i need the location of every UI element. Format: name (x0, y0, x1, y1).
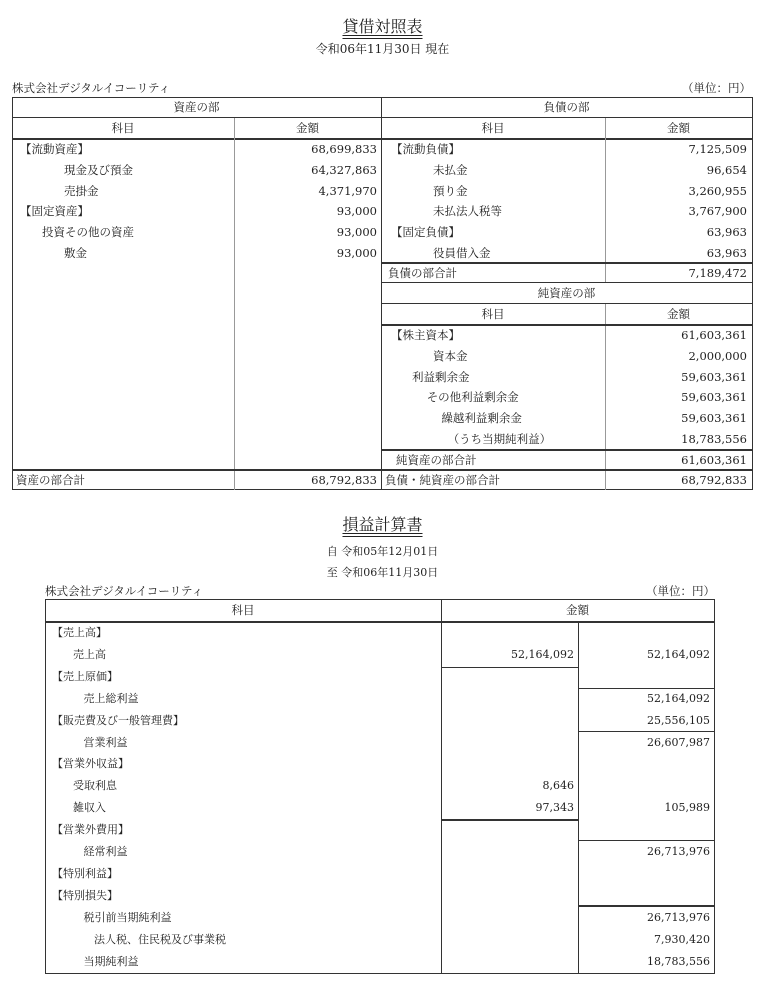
is-item-label: 【営業外費用】 (52, 823, 129, 837)
net-asset-item-amount: 18,783,556 (681, 432, 747, 446)
is-item-label: 営業利益 (83, 735, 128, 749)
is-item-amount-total: 7,930,420 (654, 932, 710, 946)
is-item-amount-detail: 52,164,092 (511, 647, 574, 661)
net-asset-item-amount: 2,000,000 (688, 348, 747, 363)
is-item-amount-detail (441, 842, 574, 862)
is-item-amount-detail (441, 689, 574, 709)
is-item-amount-detail (441, 952, 574, 972)
is-item-amount-detail (441, 930, 574, 950)
liabilities-total-amount: 7,189,472 (688, 266, 747, 280)
net-asset-item-amount: 59,603,361 (681, 390, 747, 405)
liability-item-label: 【固定負債】 (391, 225, 460, 240)
liabilities-total-label: 負債の部合計 (388, 266, 457, 280)
is-item-label: 経常利益 (83, 845, 128, 858)
net-asset-item-label: 資本金 (433, 348, 468, 363)
is-item-amount-total: 25,556,105 (647, 713, 710, 727)
liability-item-label: 【流動負債】 (391, 142, 460, 156)
net-asset-item-amount: 59,603,361 (681, 411, 747, 426)
is-col-amount: 金額 (566, 603, 589, 617)
is-item-amount-total (578, 623, 710, 643)
liabilities-section-header: 負債の部 (543, 100, 590, 114)
is-item-amount-total (578, 776, 710, 796)
net-assets-total-label: 純資産の部合計 (396, 453, 477, 467)
is-item-label: 【販売費及び一般管理費】 (52, 713, 184, 727)
liability-item-amount: 3,260,955 (688, 183, 747, 198)
income-statement-title: 損益計算書 (342, 515, 423, 534)
asset-item-amount: 93,000 (336, 225, 377, 240)
is-item-amount-total: 52,164,092 (647, 691, 710, 705)
net-assets-total-amount: 61,603,361 (681, 453, 747, 467)
liability-item-amount: 96,654 (706, 162, 747, 177)
assets-total-label: 資産の部合計 (16, 473, 85, 487)
is-item-amount-detail (441, 820, 574, 840)
net-asset-item-label: その他利益剰余金 (426, 390, 519, 405)
asset-item-label: 【固定資産】 (20, 204, 89, 219)
period-from: 自 令和05年12月01日 (326, 545, 439, 558)
is-item-amount-total: 26,713,976 (647, 910, 710, 924)
liability-item-label: 未払金 (433, 162, 468, 177)
is-item-amount-total: 18,783,556 (647, 954, 710, 968)
is-company-name: 株式会社デジタルイコーリティ (45, 584, 204, 598)
is-item-amount-total (578, 886, 710, 906)
liability-item-amount: 63,963 (706, 225, 747, 240)
balance-sheet-date: 令和06年11月30日 現在 (315, 42, 450, 56)
liabilities-col-item: 科目 (481, 121, 505, 135)
net-assets-section-header: 純資産の部 (537, 286, 596, 300)
asset-item-label: 投資その他の資産 (42, 225, 134, 240)
is-item-amount-total (578, 754, 710, 774)
liability-item-amount: 3,767,900 (688, 204, 747, 219)
assets-col-item: 科目 (111, 121, 135, 135)
asset-item-amount: 93,000 (336, 246, 377, 260)
net-assets-col-item: 科目 (481, 307, 505, 321)
is-item-amount-detail (441, 667, 574, 687)
is-item-amount-detail (441, 886, 574, 906)
assets-section-header: 資産の部 (173, 100, 220, 114)
is-item-amount-detail (441, 623, 574, 643)
net-asset-item-amount: 61,603,361 (681, 328, 747, 342)
is-item-label: 【売上原価】 (52, 669, 118, 683)
is-item-label: 【特別利益】 (52, 866, 118, 880)
liability-item-label: 未払法人税等 (433, 204, 502, 219)
liab-net-total-label: 負債・純資産の部合計 (385, 473, 500, 487)
net-asset-item-amount: 59,603,361 (681, 369, 747, 384)
is-item-label: 雑収入 (73, 801, 106, 815)
period-to: 至 令和06年11月30日 (326, 566, 439, 579)
is-item-label: 【営業外収益】 (52, 757, 129, 771)
company-name: 株式会社デジタルイコーリティ (12, 81, 171, 95)
asset-item-label: 売掛金 (64, 183, 99, 198)
is-item-label: 受取利息 (73, 779, 117, 793)
liability-item-label: 預り金 (433, 183, 468, 198)
is-item-amount-detail (441, 733, 574, 753)
liability-item-label: 役員借入金 (433, 246, 491, 260)
is-item-label: 売上総利益 (83, 691, 139, 705)
is-item-amount-total (578, 667, 710, 687)
is-col-item: 科目 (231, 603, 255, 617)
is-item-label: 【売上高】 (52, 626, 107, 639)
is-item-amount-detail: 97,343 (535, 801, 574, 815)
balance-sheet-title: 貸借対照表 (342, 17, 423, 36)
asset-item-label: 敷金 (64, 246, 87, 260)
net-asset-item-label: 【株主資本】 (391, 328, 460, 342)
is-item-label: 法人税、住民税及び事業税 (94, 932, 226, 946)
is-item-amount-detail (441, 908, 574, 928)
assets-col-amount: 金額 (296, 121, 319, 135)
is-item-amount-total: 52,164,092 (647, 647, 710, 661)
is-item-amount-detail: 8,646 (542, 779, 574, 793)
is-item-label: 売上高 (73, 647, 106, 661)
is-item-amount-total (578, 820, 710, 840)
assets-total-amount: 68,792,833 (311, 473, 377, 487)
liabilities-col-amount: 金額 (667, 121, 690, 135)
asset-item-amount: 64,327,863 (311, 162, 377, 177)
net-asset-item-label: 繰越利益剰余金 (441, 411, 522, 426)
asset-item-amount: 4,371,970 (318, 183, 377, 198)
is-item-amount-detail (441, 711, 574, 731)
liability-item-amount: 63,963 (706, 246, 747, 260)
is-item-amount-detail (441, 864, 574, 884)
net-asset-item-label: （うち当期純利益） (447, 432, 552, 446)
is-item-amount-total: 26,607,987 (647, 735, 710, 749)
is-item-label: 税引前当期純利益 (83, 910, 172, 924)
unit-label: （単位：円） (682, 81, 751, 95)
is-item-amount-total: 105,989 (664, 801, 710, 815)
liability-item-amount: 7,125,509 (688, 142, 747, 156)
asset-item-amount: 68,699,833 (311, 142, 377, 156)
asset-item-amount: 93,000 (336, 204, 377, 219)
is-item-label: 【特別損失】 (52, 888, 118, 902)
net-assets-col-amount: 金額 (667, 307, 690, 321)
is-item-amount-detail (441, 754, 574, 774)
is-unit-label: （単位：円） (646, 584, 715, 598)
asset-item-label: 【流動資産】 (20, 142, 89, 156)
is-item-label: 当期純利益 (83, 954, 139, 968)
is-item-amount-total (578, 864, 710, 884)
liab-net-total-amount: 68,792,833 (681, 473, 747, 487)
asset-item-label: 現金及び預金 (64, 162, 133, 177)
is-item-amount-total: 26,713,976 (647, 845, 710, 858)
net-asset-item-label: 利益剰余金 (412, 369, 470, 384)
